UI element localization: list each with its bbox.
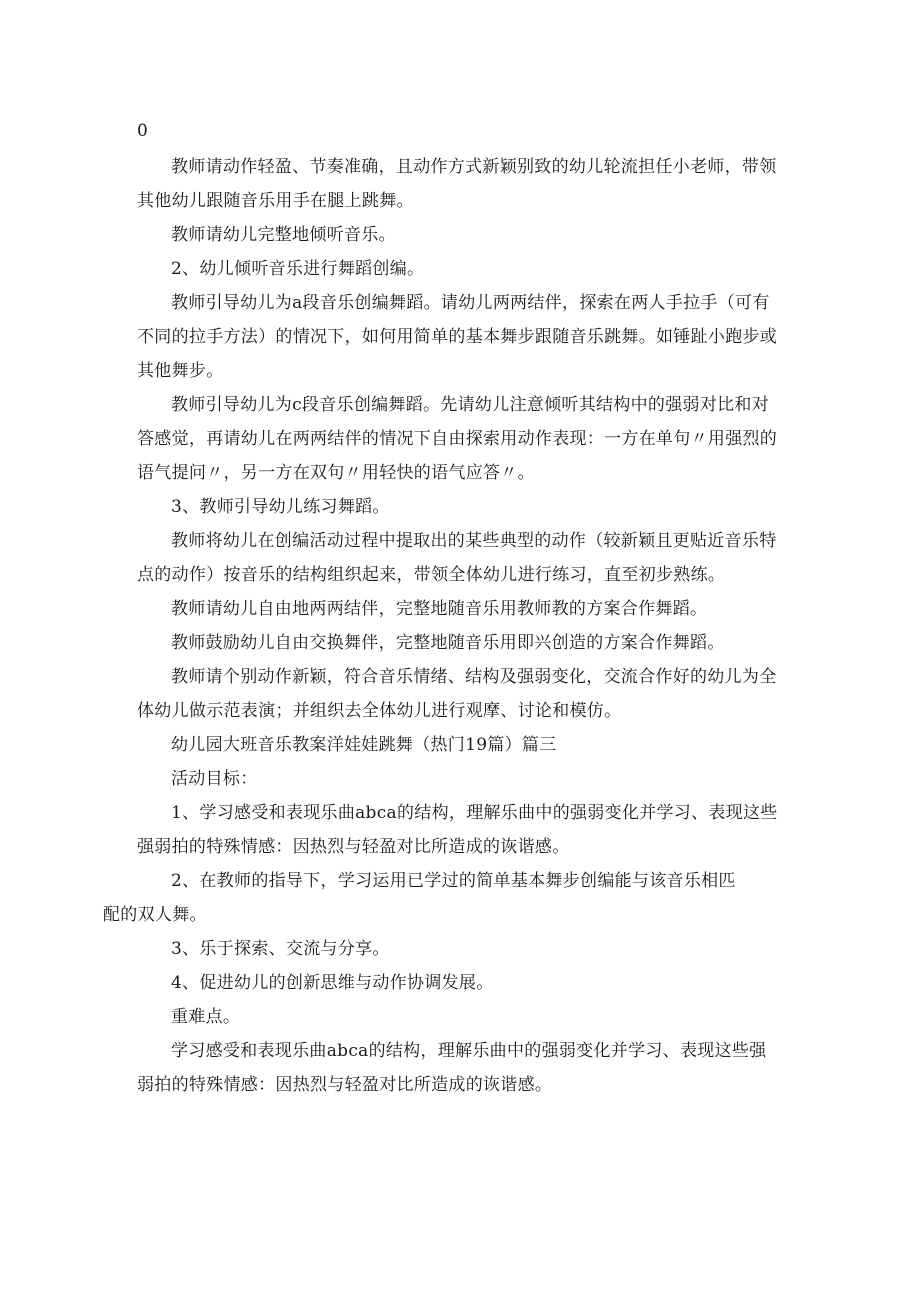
objective-item: 3、乐于探索、交流与分享。	[171, 939, 390, 959]
subsection-heading: 重难点。	[171, 1007, 241, 1027]
section-title: 幼儿园大班音乐教案洋娃娃跳舞（热门19篇）篇三	[171, 735, 557, 755]
paragraph: 教师引导幼儿为a段音乐创编舞蹈。请幼儿两两结伴，探索在两人手拉手（可有不同的拉手方法）的情况下，如何用简单的基本舞步跟随音乐跳舞。如锤趾小跑步或其他舞步。	[137, 293, 778, 381]
section-step: 3、教师引导幼儿练习舞蹈。	[171, 497, 390, 517]
paragraph: 教师请个别动作新颖，符合音乐情绪、结构及强弱变化，交流合作好的幼儿为全体幼儿做示范表演；并组织去全体幼儿进行观摩、讨论和模仿。	[137, 667, 777, 721]
paragraph: 教师请幼儿自由地两两结伴，完整地随音乐用教师教的方案合作舞蹈。	[171, 599, 708, 619]
objective-item: 1、学习感受和表现乐曲abca的结构，理解乐曲中的强弱变化并学习、表现这些强弱拍的特殊情感：因热烈与轻盈对比所造成的诙谐感。	[137, 803, 778, 857]
document-body	[103, 150, 783, 1102]
paragraph: 教师引导幼儿为c段音乐创编舞蹈。先请幼儿注意倾听其结构中的强弱对比和对答感觉，再请幼儿在两两结伴的情况下自由探索用动作表现：一方在单句〃用强烈的语气提问〃，另一方在双句〃用轻快的语气应答〃。	[137, 395, 778, 483]
paragraph: 学习感受和表现乐曲abca的结构，理解乐曲中的强弱变化并学习、表现这些强弱拍的特殊情感：因热烈与轻盈对比所造成的诙谐感。	[137, 1041, 767, 1095]
paragraph: 教师请动作轻盈、节奏准确，且动作方式新颖别致的幼儿轮流担任小老师，带领其他幼儿跟随音乐用手在腿上跳舞。	[137, 157, 777, 211]
objective-item	[103, 864, 783, 932]
objective-item: 4、促进幼儿的创新思维与动作协调发展。	[171, 973, 494, 993]
section-step: 2、幼儿倾听音乐进行舞蹈创编。	[171, 259, 425, 279]
lead-marker: 0	[137, 121, 148, 141]
paragraph: 教师请幼儿完整地倾听音乐。	[171, 225, 396, 245]
paragraph: 教师将幼儿在创编活动过程中提取出的某些典型的动作（较新颖且更贴近音乐特点的动作）按音乐的结构组织起来，带领全体幼儿进行练习，直至初步熟练。	[137, 531, 777, 585]
subsection-heading: 活动目标：	[171, 769, 258, 789]
paragraph: 教师鼓励幼儿自由交换舞伴，完整地随音乐用即兴创造的方案合作舞蹈。	[171, 633, 725, 653]
objective-line: 配的双人舞。	[103, 905, 207, 925]
objective-line: 2、在教师的指导下，学习运用已学过的简单基本舞步创编能与该音乐相匹	[171, 871, 736, 891]
